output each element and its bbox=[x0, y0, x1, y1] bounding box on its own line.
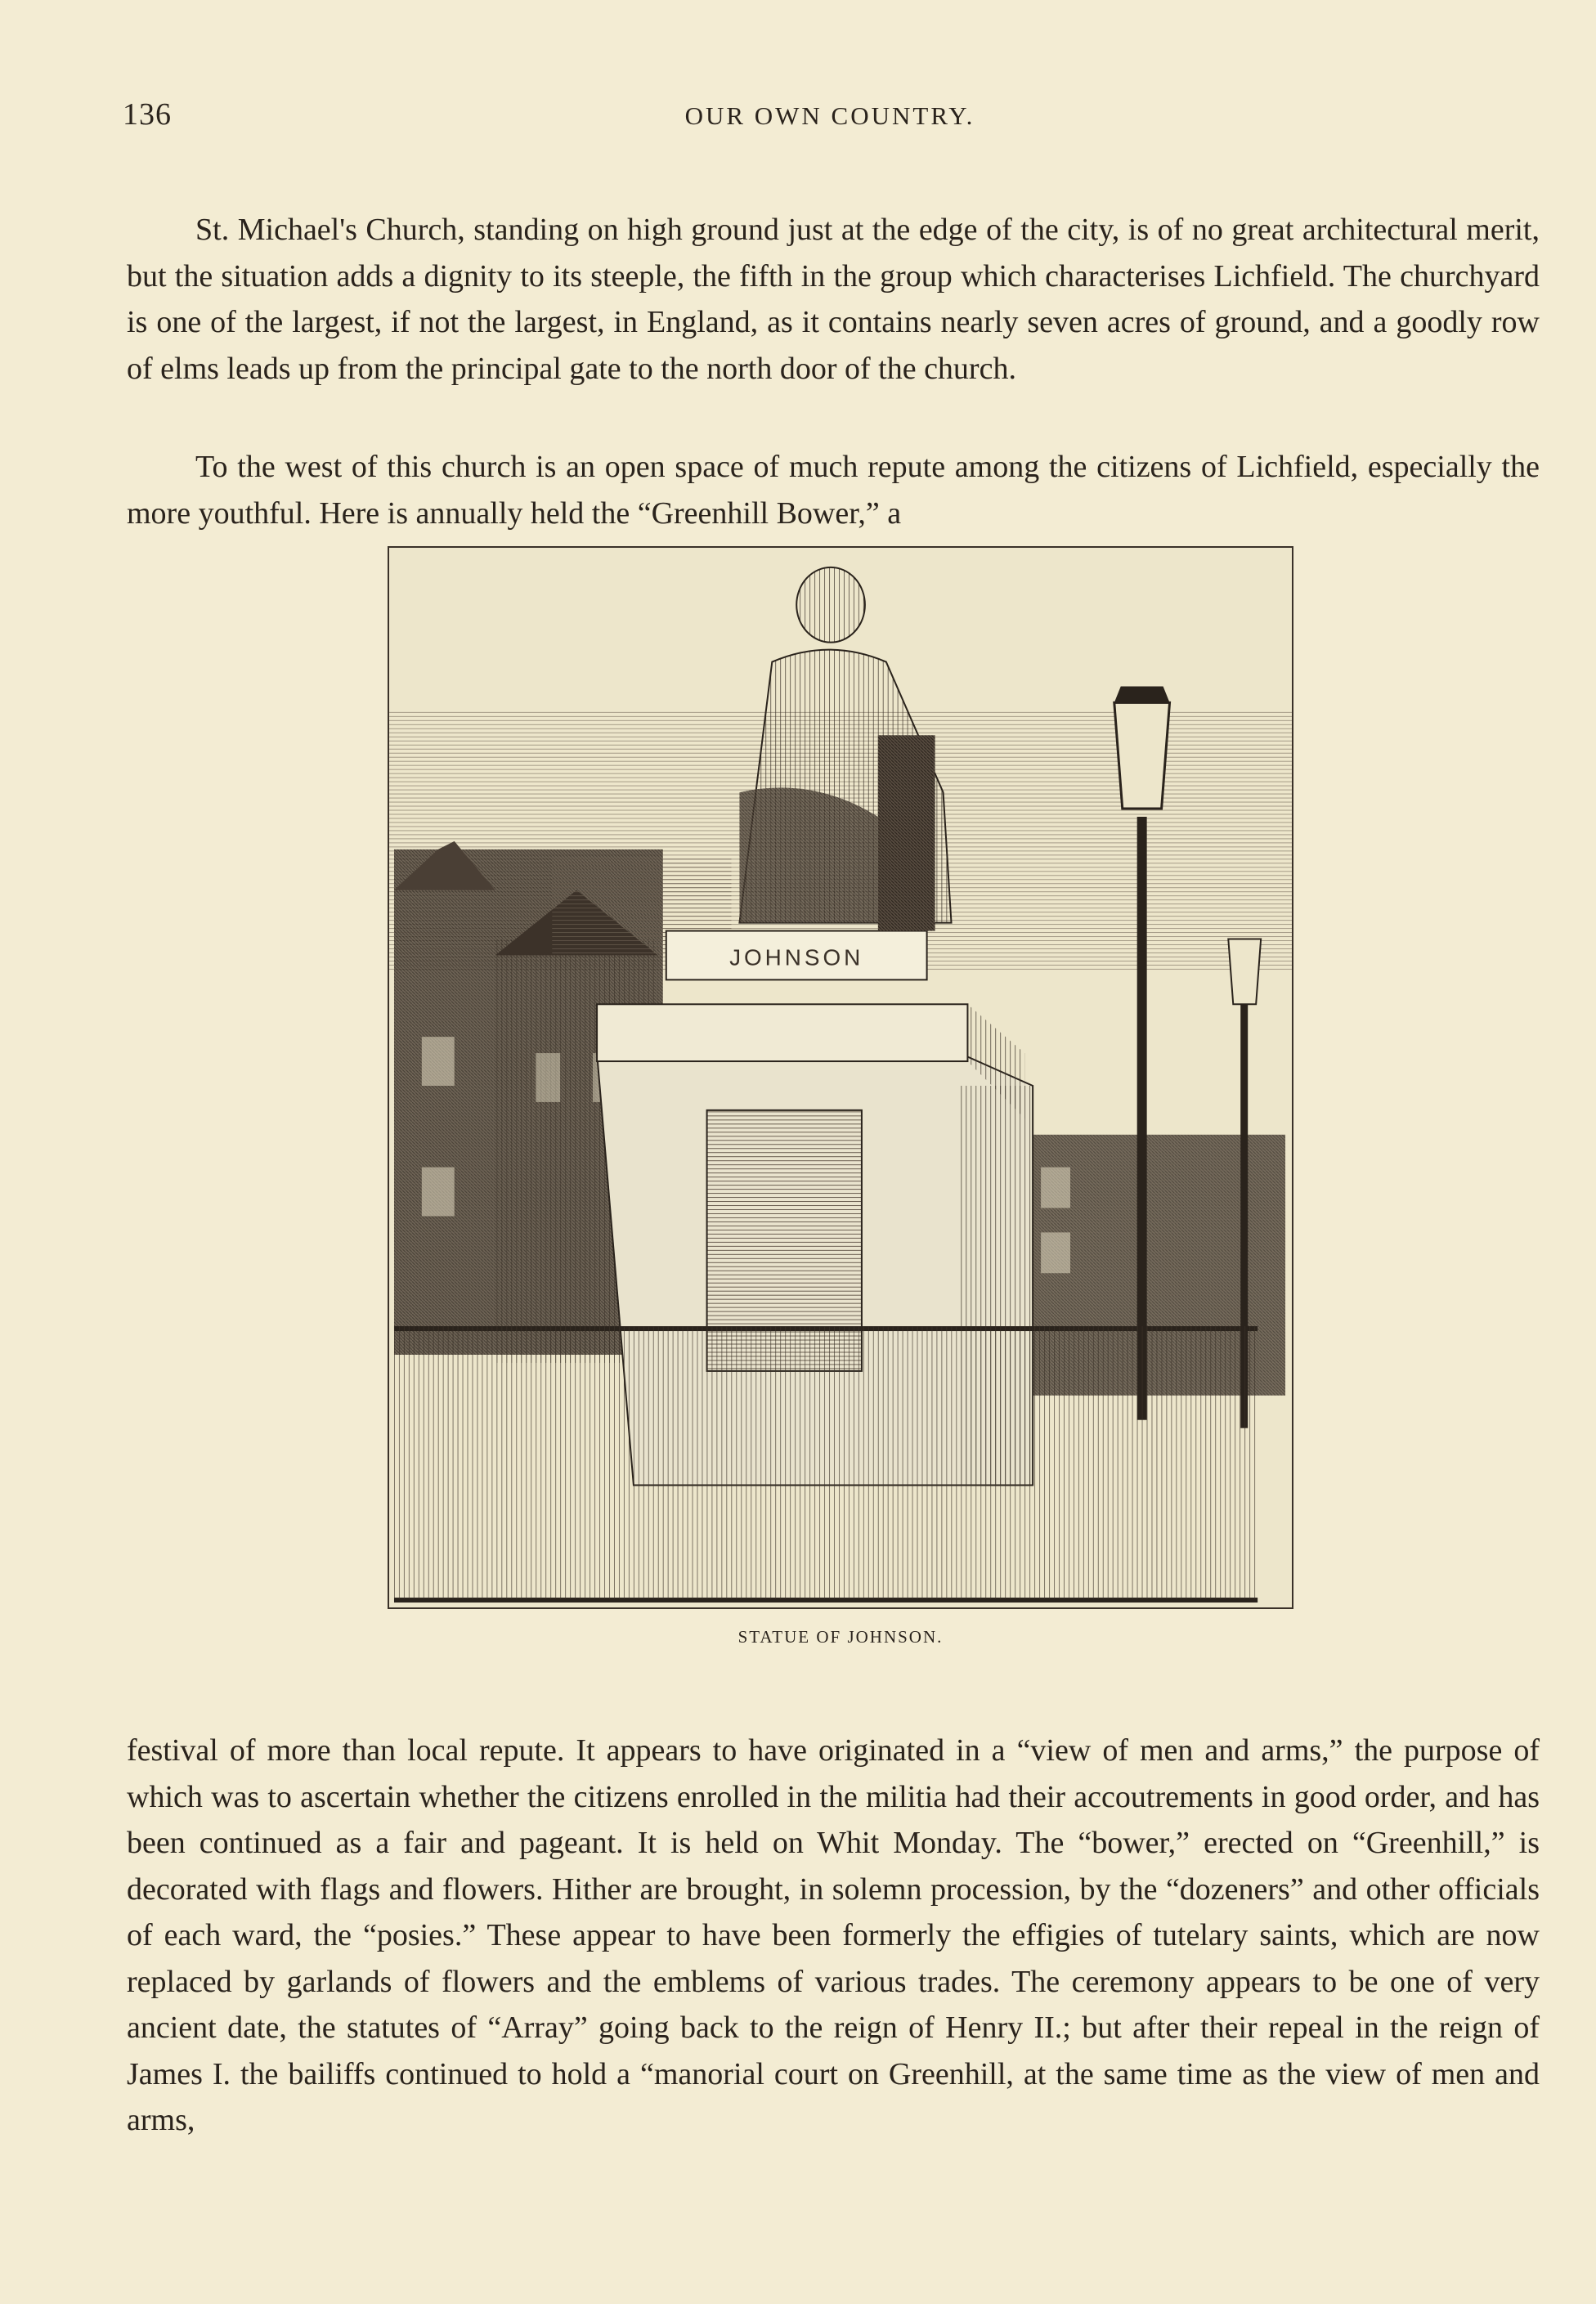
paragraph-greenhill-intro: To the west of this church is an open space of much repute among the citizens of Lichfield, especially the more youthful. Here is annually held the “Greenhill Bower,” a bbox=[127, 450, 1540, 531]
figure-caption: STATUE OF JOHNSON. bbox=[737, 1627, 944, 1647]
iron-railings bbox=[394, 1326, 1258, 1602]
page-header bbox=[123, 96, 1537, 146]
pedestal-inscription: JOHNSON bbox=[729, 944, 864, 970]
running-title: OUR OWN COUNTRY. bbox=[684, 101, 975, 130]
paragraph-greenhill-festival: festival of more than local repute. It appears to have originated in a “view of men and arms,” the purpose of which was to ascertain whether the citizens enrolled in the militia had their accoutrements in good order, and has been continued as a fair and pageant. It is held on Whit Monday. The “bower,” erected on “Greenhill,” is decorated with flags and flowers. Hither are brought, in solemn procession, by the “dozeners” and other officials of each ward, the “posies.” These appear to have been formerly the effigies of tutelary saints, which are now replaced by garlands of flowers and the emblems of various trades. The ceremony appears to be one of very ancient date, the statutes of “Array” going back to the reign of Henry II.; but after their repeal in the reign of James I. the bailiffs continued to hold a “manorial court on Greenhill, at the same time as the view of men and arms, bbox=[127, 1733, 1540, 2137]
page-number: 136 bbox=[123, 97, 172, 132]
statue-illustration bbox=[388, 546, 1293, 1609]
engraving bbox=[389, 548, 1292, 1607]
paragraph-st-michaels: St. Michael's Church, standing on high ground just at the edge of the city, is of no great architectural merit, but the situation adds a dignity to its steeple, the fifth in the group which characterises Lichfield. The churchyard is one of the largest, if not the largest, in England, as it contains nearly seven acres of ground, and a goodly row of elms leads up from the principal gate to the north door of the church. bbox=[127, 213, 1540, 386]
